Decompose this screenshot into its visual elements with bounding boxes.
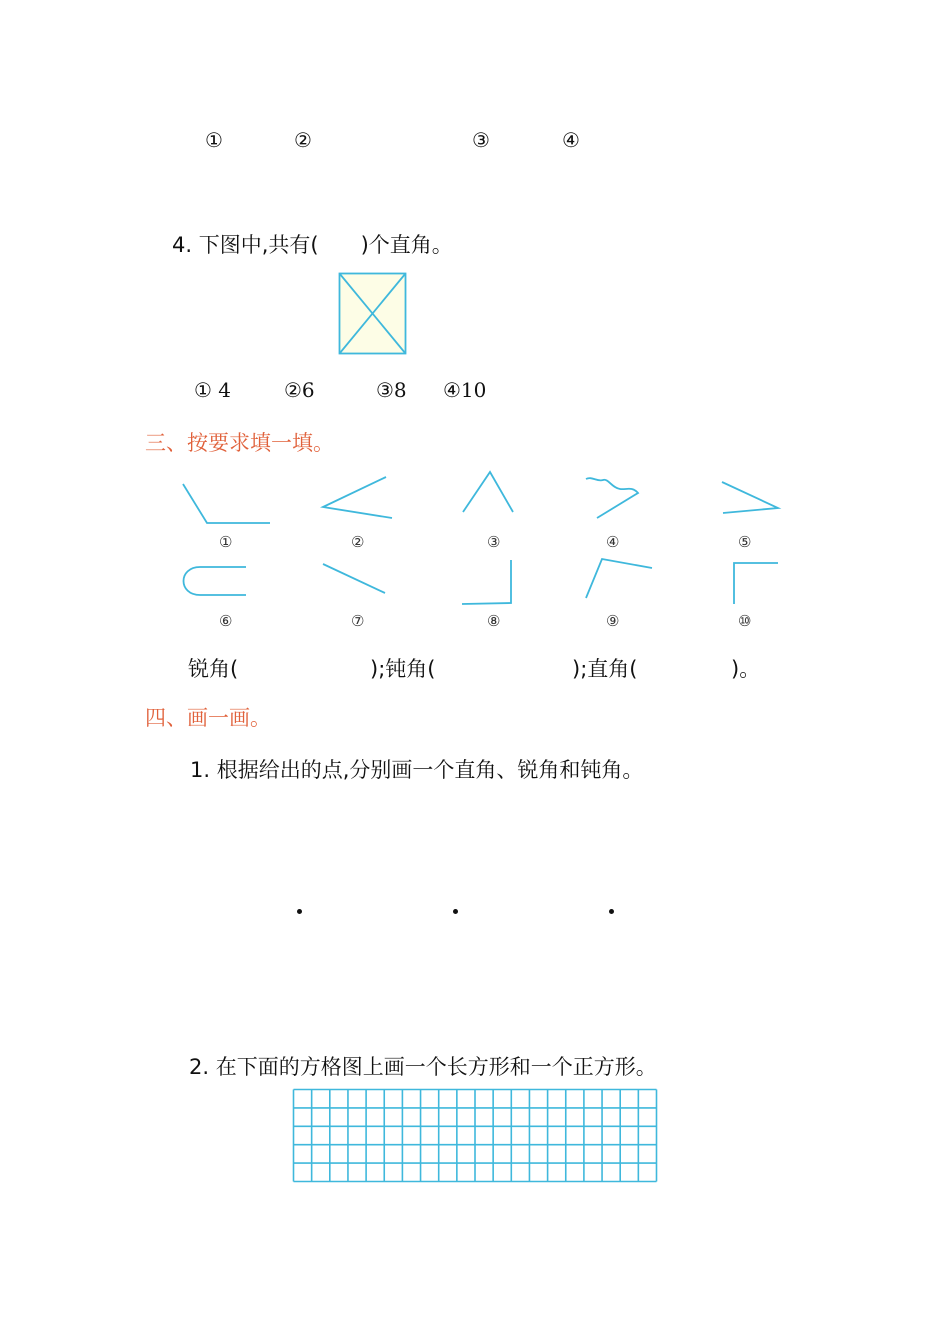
angle-label-9: ⑨: [606, 612, 620, 630]
top-option-1[interactable]: ①: [205, 128, 223, 152]
obtuse-label: );钝角(: [370, 657, 436, 681]
draw-angles-question: 1. 根据给出的点,分别画一个直角、锐角和钝角。: [190, 758, 644, 782]
angle-label-3: ③: [487, 533, 501, 551]
q4-option-2[interactable]: ②6: [284, 378, 315, 402]
angle-figure-8: [462, 560, 511, 604]
top-option-3[interactable]: ③: [472, 128, 490, 152]
angle-figure-10: [734, 563, 778, 604]
point-2[interactable]: [453, 909, 458, 914]
angle-figure-4: [586, 478, 638, 518]
angle-figure-5: [722, 482, 778, 513]
q4-option-3[interactable]: ③8: [376, 378, 407, 402]
rectangle-diagram: [338, 272, 408, 356]
question-4-text: 4. 下图中,共有( )个直角。: [172, 233, 453, 257]
section-3-heading: 三、按要求填一填。: [145, 431, 334, 455]
top-option-4[interactable]: ④: [562, 128, 580, 152]
angle-figure-1: [183, 484, 270, 523]
right-angle-label: );直角(: [572, 657, 638, 681]
angle-label-5: ⑤: [738, 533, 752, 551]
acute-answer-blank[interactable]: [243, 653, 369, 679]
angle-label-6: ⑥: [219, 612, 233, 630]
angle-label-8: ⑧: [487, 612, 501, 630]
angle-figure-2: [323, 477, 392, 518]
angle-label-4: ④: [606, 533, 620, 551]
q4-option-4[interactable]: ④10: [443, 378, 487, 402]
angle-label-2: ②: [351, 533, 365, 551]
fill-close: )。: [731, 657, 761, 681]
point-1[interactable]: [297, 909, 302, 914]
section-4-heading: 四、画一画。: [145, 706, 271, 730]
angle-label-10: ⑩: [738, 612, 752, 630]
angle-figures: [0, 460, 950, 620]
q4-option-1[interactable]: ① 4: [194, 378, 232, 402]
angle-figure-9: [586, 559, 652, 598]
point-3[interactable]: [609, 909, 614, 914]
angle-figure-7: [323, 564, 385, 593]
square-grid[interactable]: [292, 1088, 658, 1183]
draw-shapes-question: 2. 在下面的方格图上画一个长方形和一个正方形。: [189, 1055, 657, 1079]
angle-label-7: ⑦: [351, 612, 365, 630]
top-option-2[interactable]: ②: [294, 128, 312, 152]
acute-label: 锐角(: [188, 657, 239, 681]
angle-figure-6: [184, 567, 247, 595]
angle-figure-3: [463, 472, 513, 512]
right-angle-answer-blank[interactable]: [647, 653, 729, 679]
obtuse-answer-blank[interactable]: [445, 653, 571, 679]
angle-label-1: ①: [219, 533, 233, 551]
